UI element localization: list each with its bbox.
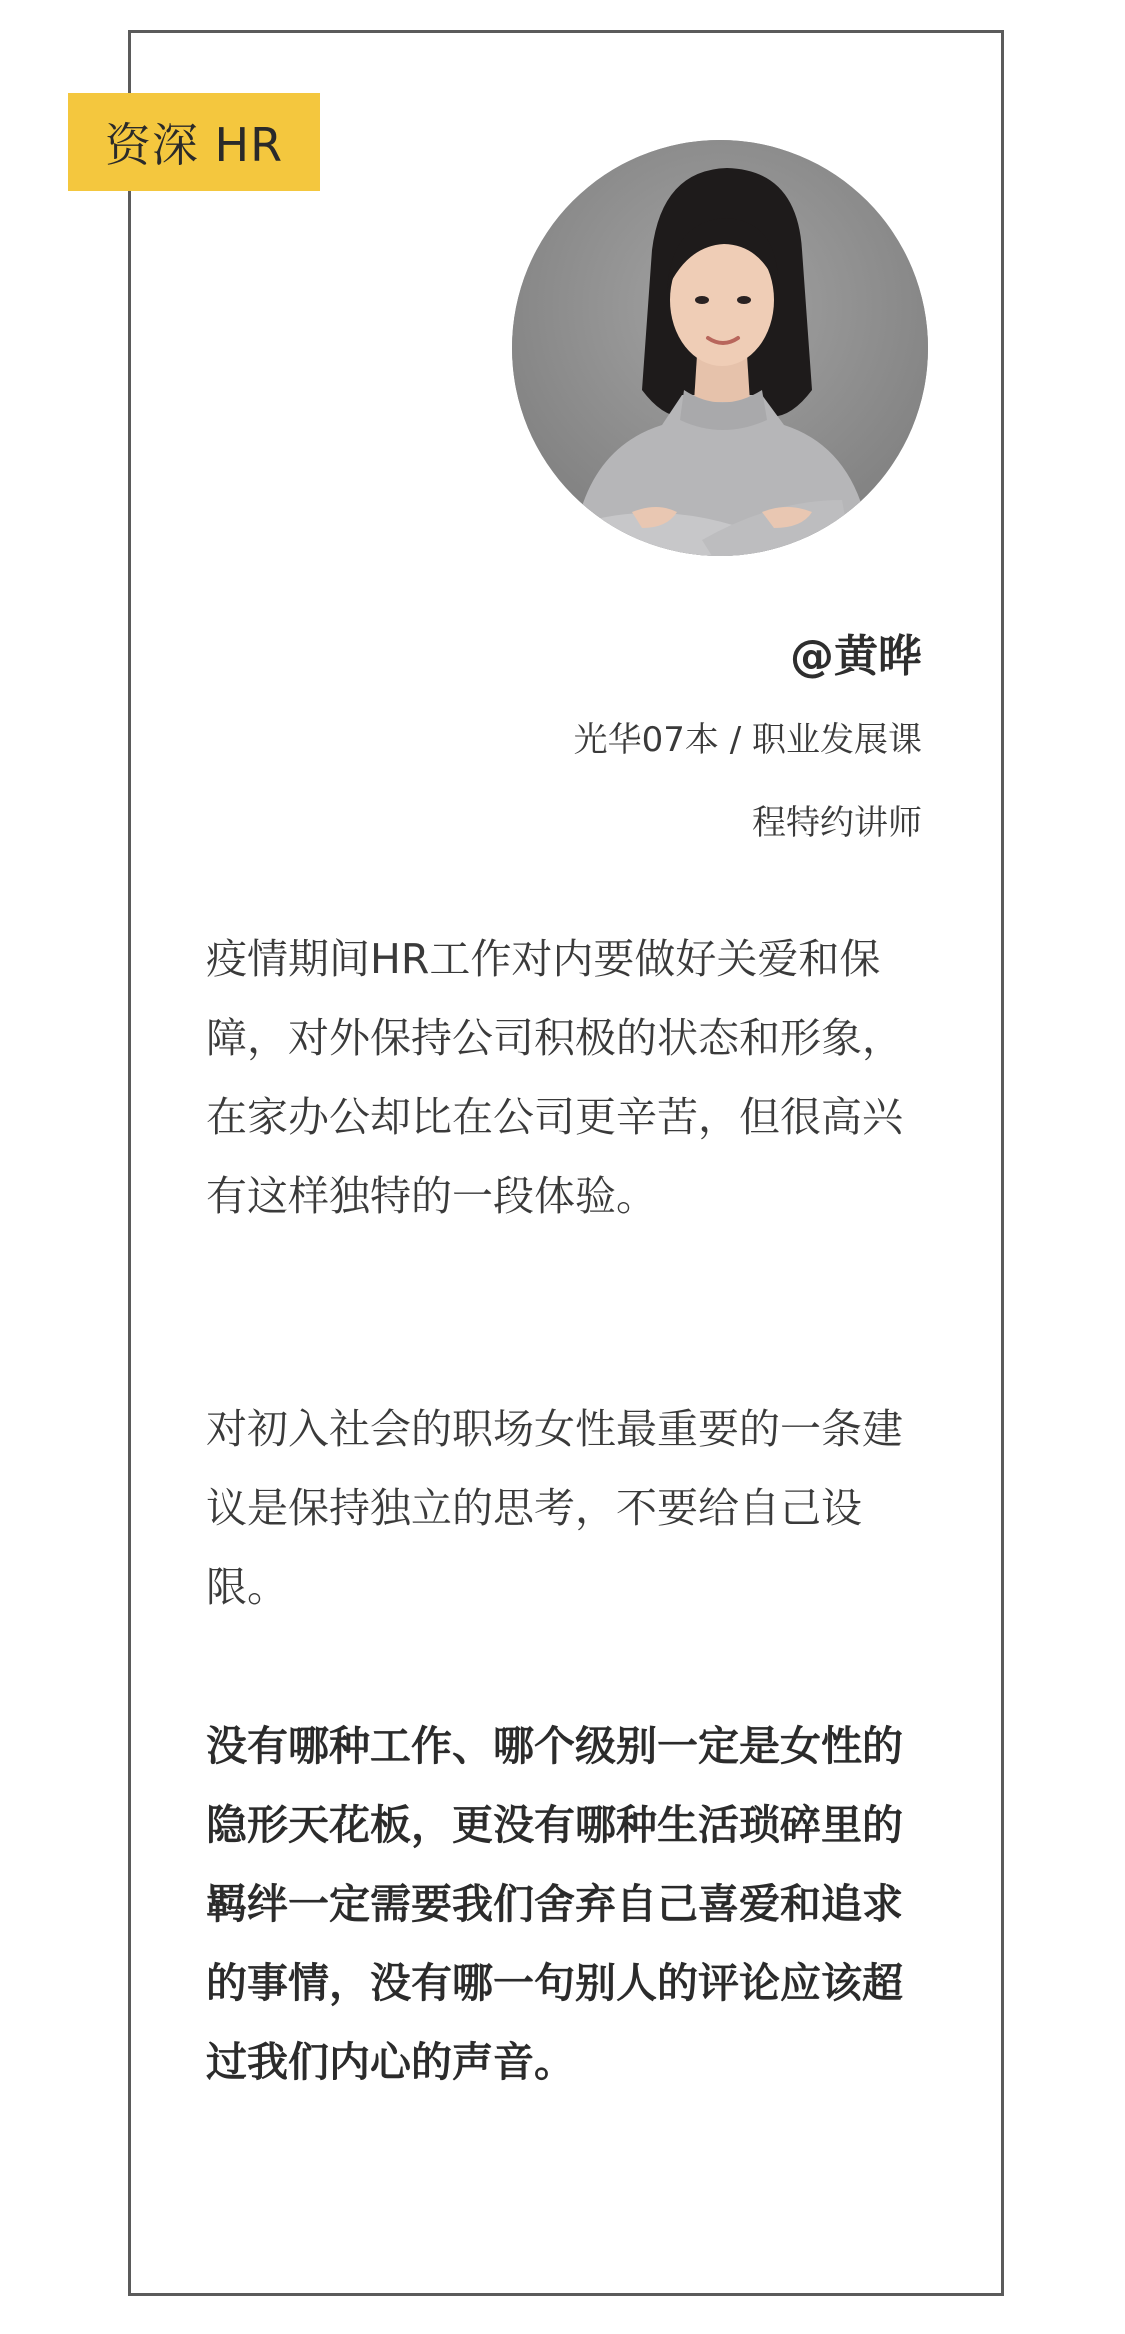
profile-role-line-2: 程特约讲师 <box>752 803 922 843</box>
avatar <box>512 140 928 556</box>
emphasis-paragraph: 没有哪种工作、哪个级别一定是女性的隐形天花板，更没有哪种生活琐碎里的羁绊一定需要我们舍弃自己喜爱和追求的事情，没有哪一句别人的评论应该超过我们内心的声音。 <box>206 1722 903 2086</box>
profile-name: @黄晔 <box>790 631 922 682</box>
advice-paragraph: 对初入社会的职场女性最重要的一条建议是保持独立的思考，不要给自己设限。 <box>206 1405 903 1611</box>
title-tag-label: 资深 HR <box>104 118 284 172</box>
profile-role-line-1: 光华07本 / 职业发展课 <box>573 720 922 760</box>
quote-paragraph: 疫情期间HR工作对内要做好关爱和保障，对外保持公司积极的状态和形象，在家办公却比在公司更辛苦，但很高兴有这样独特的一段体验。 <box>206 935 903 1220</box>
title-tag <box>68 93 320 191</box>
